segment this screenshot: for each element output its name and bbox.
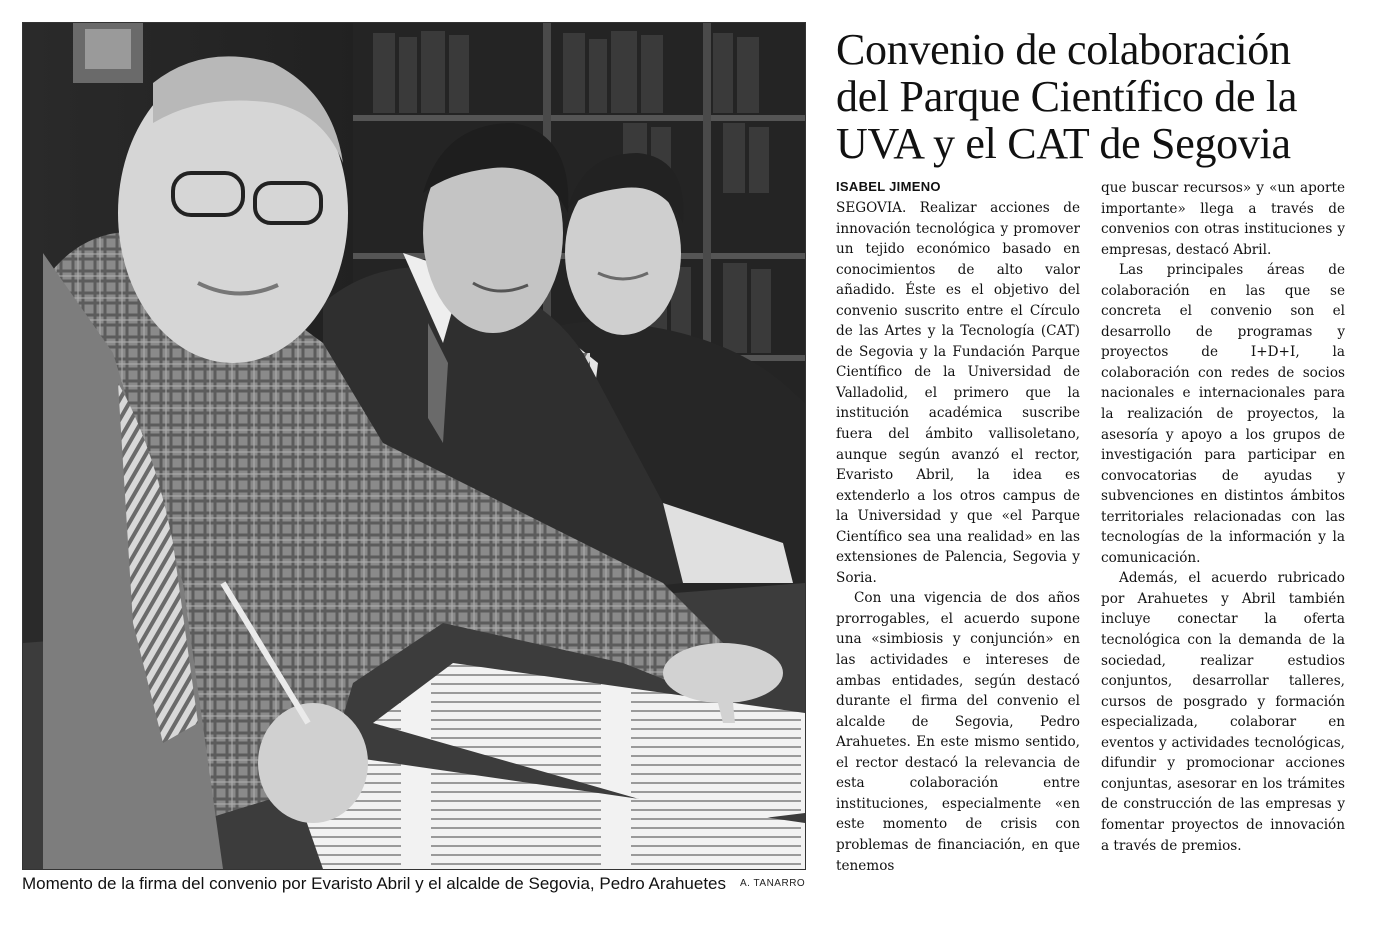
author-byline: ISABEL JIMENO [836,179,941,194]
photo-credit: A. TANARRO [740,878,806,889]
photo-caption: Momento de la firma del convenio por Evaristo Abril y el alcalde de Segovia, Pedro Arahuetes [22,874,727,893]
headline-line: del Parque Científico de la [836,72,1298,121]
article-photo [22,22,806,870]
headline-line: Convenio de colaboración [836,25,1291,74]
article-column-1 [836,198,1080,876]
headline-line: UVA y el CAT de Segovia [836,119,1291,168]
wall-crest [73,23,143,83]
body-paragraph: Con una vigencia de dos años prorrogables, el acuerdo supone una «simbiosis y conjunción» en las actividades e intereses de ambas entidades, según destacó durante el firma del convenio el alcalde de Segovia, Pedro Arahuetes. En este mismo sentido, el rector destacó la relevancia de esta colaboración entre instituciones, especialmente «en este momento de crisis con problemas de financiación, en que tenemos [836,590,1080,874]
signing-scene-illustration [23,23,805,869]
article-column-2 [1101,178,1345,856]
body-paragraph: SEGOVIA. Realizar acciones de innovación tecnológica y promover un tejido económico basado en conocimientos de alto valor añadido. Éste es el objetivo del convenio suscrito entre el Círculo de las Artes y la Tecnología (CAT) de Segovia y la Fundación Parque Científico de la Universidad de Valladolid, el primero que la institución académica suscribe fuera del ámbito vallisoletano, aunque según avanzó el rector, Evaristo Abril, la idea es extenderlo a los otros campus de la Universidad y que «el Parque Científico sea una realidad» en las extensiones de Palencia, Segovia y Soria. [836,200,1080,586]
body-paragraph: Además, el acuerdo rubricado por Arahuetes y Abril también incluye conectar la oferta tecnológica con la demanda de la sociedad, realizar estudios conjuntos, desarrollar talleres, cursos de posgrado y formación especializada, colaborar en eventos y actividades tecnológicas, difundir y promocionar acciones conjuntas, asesorar en los trámites de construcción de las empresas y fomentar proyectos de innovación a través de premios. [1101,570,1345,854]
body-paragraph: Las principales áreas de colaboración en las que se concreta el convenio son el desarrollo de programas y proyectos de I+D+I, la colaboración con redes de socios nacionales e internacionales para la realización de proyectos, la asesoría y apoyo a los grupos de investigación para participar en convocatorias de ayudas y subvenciones en distintos ámbitos territoriales relacionadas con las tecnologías de la información y la comunicación. [1101,262,1345,566]
headline [836,26,1366,167]
body-paragraph: que buscar recursos» y «un aporte importante» llega a través de convenios con otras instituciones y empresas, destacó Abril. [1101,180,1345,258]
